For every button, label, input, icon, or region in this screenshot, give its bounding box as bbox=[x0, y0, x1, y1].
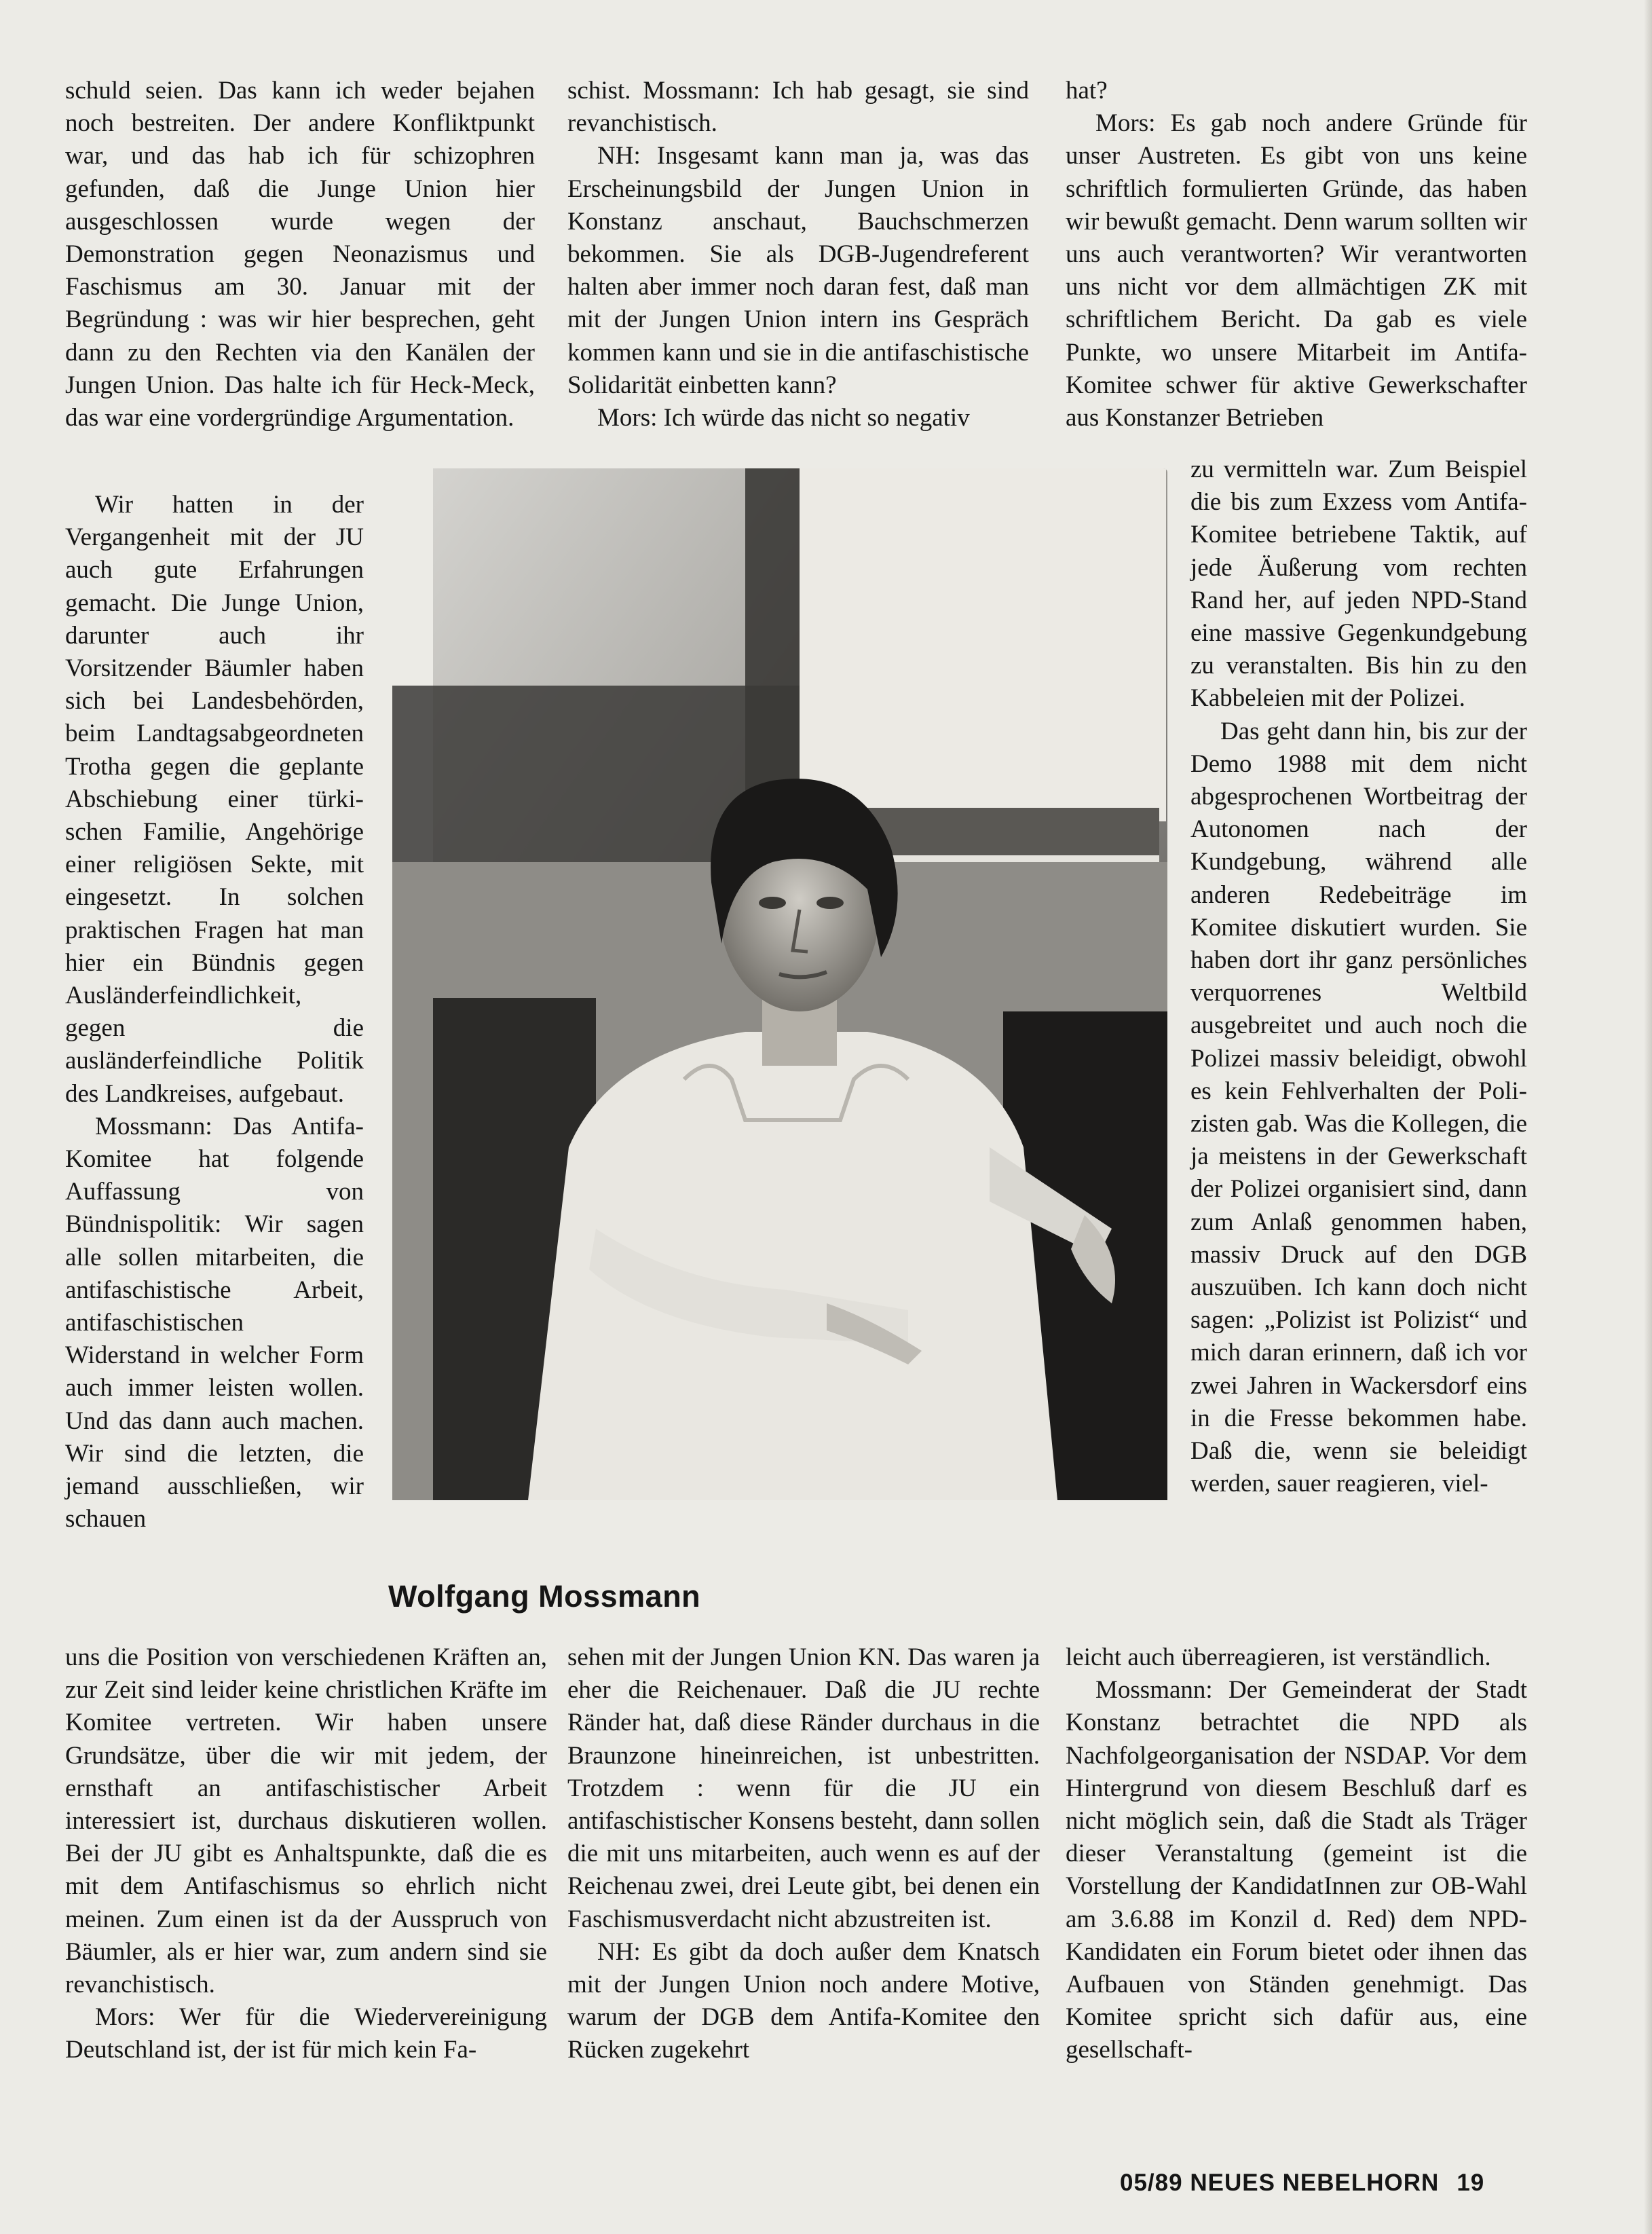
paragraph: uns die Position von verschiedenen Kräften an, zur Zeit sind leider keine christlichen Kräfte im Komitee vertreten. Wir haben unsere Grundsätze, über die wir mit jedem, der ernsthaft an antifaschistischer Arbeit interessiert ist, durchaus diskutieren wollen. Bei der JU gibt es Anhaltspunkte, daß die es mit dem Antifaschismus so ehrlich nicht meinen. Zum einen ist da der Ausspruch von Bäumler, als er hier war, zum andern sind sie revanchistisch. bbox=[65, 1643, 547, 1999]
article-column-2-bottom bbox=[567, 1641, 1040, 2067]
paragraph: leicht auch überreagieren, ist verständlich. bbox=[1066, 1643, 1491, 1671]
paragraph: zu vermitteln war. Zum Beispiel die bis zum Exzess vom Antifa-Komitee betriebene Taktik, auf jede Äußerung vom rechten Rand her, auf jeden NPD-Stand eine massive Gegenkundgebung zu veranstalten. Bis hin zu den Kabbeleien mit der Polizei. bbox=[1190, 455, 1527, 713]
page-footer bbox=[1120, 2170, 1484, 2197]
paragraph: NH: Insgesamt kann man ja, was das Erscheinungsbild der Jungen Union in Konstanz anschaut, Bauchschmerzen bekommen. Sie als DGB-Jugendreferent halten aber immer noch daran fest, daß man mit der Jungen Union intern ins Gespräch kommen kann und sie in die antifaschistische Solidarität einbetten kann? bbox=[567, 142, 1029, 399]
magazine-name: NEUES NEBELHORN bbox=[1190, 2170, 1440, 2196]
paragraph: Wir hatten in der Vergangenheit mit der JU auch gute Erfahrungen gemacht. Die Junge Union, darunter auch ihr Vorsitzender Bäumler haben sich bei Landesbehörden, beim Landtagsabgeordneten Trotha gegen die geplante Abschiebung einer türkischen Familie, Angehörige einer religiösen Sekte, mit eingesetzt. In solchen praktischen Fragen hat man hier ein Bündnis gegen Ausländerfeindlichkeit, gegen die ausländerfeindliche Politik des Landkreises, aufgebaut. bbox=[65, 491, 364, 1108]
paragraph: Mors: Ich würde das nicht so negativ bbox=[597, 404, 970, 432]
portrait-photo bbox=[392, 468, 1167, 1568]
page-edge-shadow bbox=[1644, 0, 1652, 2234]
paragraph: hat? bbox=[1066, 77, 1108, 105]
page-number: 19 bbox=[1457, 2170, 1485, 2196]
article-column-1-bottom bbox=[65, 1641, 547, 2067]
paragraph: Mors: Wer für die Wiedervereinigung Deutschland ist, der ist für mich kein Fa- bbox=[65, 2003, 547, 2064]
portrait-photo-image bbox=[392, 468, 1167, 1568]
paragraph: schist. Mossmann: Ich hab gesagt, sie sind revanchistisch. bbox=[567, 77, 1029, 138]
paragraph: NH: Es gibt da doch außer dem Knatsch mit der Jungen Union noch andere Motive, warum der DGB dem Antifa-Komitee den Rücken zugekehrt bbox=[567, 1937, 1040, 2064]
paragraph: Mors: Es gab noch andere Gründe für unser Austreten. Es gibt von uns keine schriftlich formulierten Gründe, das haben wir bewußt gemacht. Denn warum sollten wir uns auch verantworten? Wir verantworten uns nicht vor dem allmächtigen ZK mit schriftlichem Bericht. Da gab es viele Punkte, wo unsere Mitarbeit im Antifa-Komitee schwer für aktive Gewerkschafter aus Konstanzer Betrieben bbox=[1066, 109, 1527, 432]
article-column-2-top bbox=[567, 75, 1029, 434]
paragraph: Das geht dann hin, bis zur der Demo 1988 mit dem nicht abgesprochenen Wortbeitrag der Autonomen nach der Kundgebung, während alle anderen Redebeiträge im Komitee diskutiert wurden. Sie haben dort ihr ganz persönliches verquorrenes Weltbild ausgebreitet und auch noch die Polizei massiv beleidigt, obwohl es kein Fehlverhalten der Polizisten gab. Was die Kollegen, die ja meistens in der Gewerkschaft der Polizei organisiert sind, dann zum Anlaß genommen haben, massiv Druck auf den DGB auszuüben. Ich kann doch nicht sagen: „Polizist ist Polizist“ und mich daran erinnern, daß ich vor zwei Jahren in Wackersdorf eins in die Fresse bekommen habe. Daß die, wenn sie beleidigt werden, sauer reagieren, viel- bbox=[1190, 717, 1527, 1498]
paragraph: sehen mit der Jungen Union KN. Das waren ja eher die Reichenauer. Daß die JU rechte Ränder hat, daß diese Ränder durchaus in die Braunzone hineinreichen, ist unbestritten. Trotzdem : wenn für die JU ein antifaschistischer Konsens besteht, dann sollen die mit uns mitarbeiten, auch wenn es auf der Reichenau zwei, drei Leute gibt, bei denen ein Faschismusverdacht nicht abzustreiten ist. bbox=[567, 1643, 1040, 1933]
article-column-3-wrap bbox=[1190, 453, 1527, 1501]
paragraph: schuld seien. Das kann ich weder bejahen noch bestreiten. Der andere Konfliktpunkt war, und das hab ich für schizophren gefunden, daß die Junge Union hier ausgeschlossen wurde wegen der Demonstration gegen Neonazismus und Faschismus am 30. Januar mit der Begründung : was wir hier besprechen, geht dann zu den Rechten via den Kanälen der Jungen Union. Das halte ich für Heck-Meck, das war eine vordergründige Argumentation. bbox=[65, 77, 535, 432]
paragraph: Mossmann: Der Gemeinderat der Stadt Konstanz betrachtet die NPD als Nachfolgeorganisation der NSDAP. Vor dem Hintergrund von diesem Beschluß darf es nicht möglich sein, daß die Stadt als Träger dieser Veranstaltung (gemeint ist die Vorstellung der KandidatInnen zur OB-Wahl am 3.6.88 im Konzil d. Red) dem NPD-Kandidaten ein Forum bietet oder ihnen das Aufbauen von Ständen genehmigt. Das Komitee spricht sich dafür aus, eine gesellschaft- bbox=[1066, 1676, 1527, 2064]
article-column-1-wrap bbox=[65, 489, 364, 1536]
article-column-3-top bbox=[1066, 75, 1527, 434]
paragraph: Mossmann: Das Antifa-Komitee hat folgende Auffassung von Bündnispolitik: Wir sagen alle sollen mitarbeiten, die antifaschistische Arbeit, antifaschistischen Widerstand in welcher Form auch immer leisten wollen. Und das dann auch machen. Wir sind die letzten, die jemand ausschließen, wir schauen bbox=[65, 1112, 364, 1533]
article-column-1-top bbox=[65, 75, 535, 434]
issue-number: 05/89 bbox=[1120, 2170, 1183, 2196]
photo-caption: Wolfgang Mossmann bbox=[388, 1579, 701, 1614]
article-column-3-bottom bbox=[1066, 1641, 1527, 2067]
